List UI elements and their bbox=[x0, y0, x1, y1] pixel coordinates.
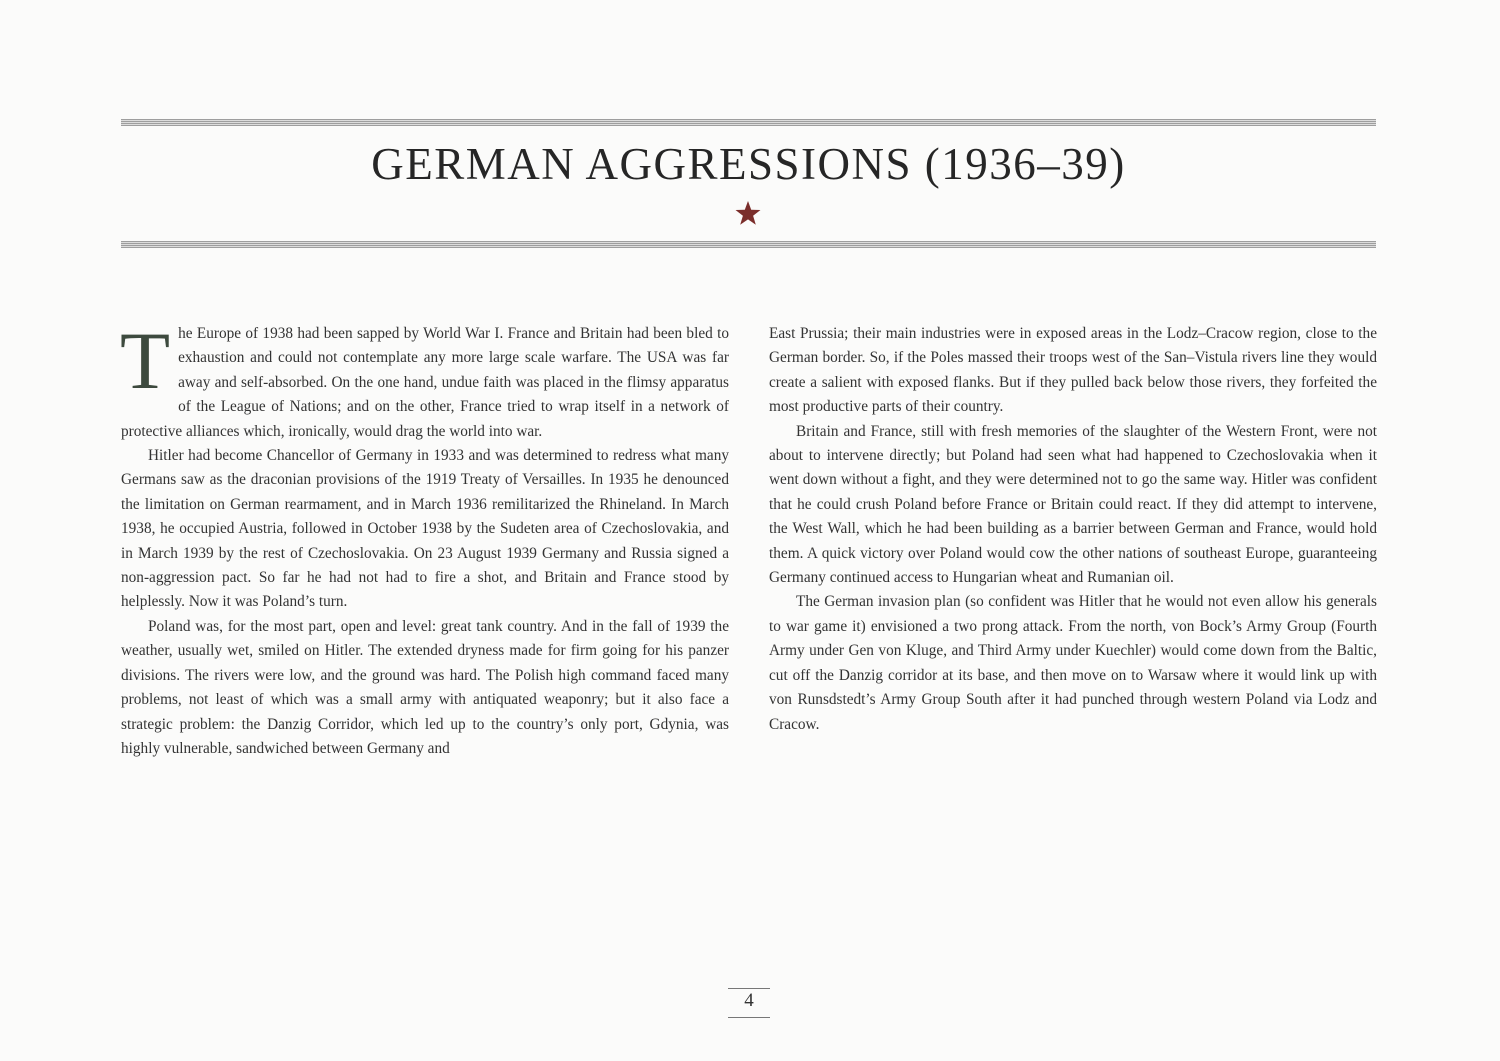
paragraph: East Prussia; their main industries were in exposed areas in the Lodz–Cracow region, close to the German border. So, if the Poles massed their troops west of the San–Vistula rivers line they would create a salient with exposed flanks. But if they pulled back below those rivers, they forfeited the most productive parts of their country. bbox=[769, 325, 1377, 416]
paragraph: Poland was, for the most part, open and level: great tank country. And in the fall of 1939 the weather, usually wet, smiled on Hitler. The extended dryness made for firm going for his panzer divisions. The rivers were low, and the ground was hard. The Polish high command faced many problems, not least of which was a small army with antiquated weaponry; but it also face a strategic problem: the Danzig Corridor, which led up to the country’s only port, Gdynia, was highly vulnerable, sandwiched between Germany and bbox=[121, 617, 729, 757]
drop-cap: T bbox=[120, 315, 171, 406]
page-number-rule-top bbox=[728, 988, 770, 989]
header-rule-top bbox=[121, 119, 1376, 126]
page-number-rule-bottom bbox=[728, 1017, 770, 1018]
page-title: GERMAN AGGRESSIONS (1936–39) bbox=[371, 139, 1126, 189]
paragraph: Hitler had become Chancellor of Germany in 1933 and was determined to redress what many Germans saw as the draconian provisions of the 1919 Treaty of Versailles. In 1935 he denounced the limitation on German rearmament, and in March 1936 remilitarized the Rhineland. In March 1938, he occupied Austria, followed in October 1938 by the Sudeten area of Czechoslovakia, and in March 1939 by the rest of Czechoslovakia. On 23 August 1939 Germany and Russia signed a non-aggression pact. So far he had not had to fire a shot, and Britain and France stood by helplessly. Now it was Poland’s turn. bbox=[121, 447, 729, 611]
page-number bbox=[728, 990, 770, 1012]
text-column-left bbox=[120, 315, 729, 761]
page-number-text: 4 bbox=[744, 990, 754, 1011]
paragraph: The German invasion plan (so confident was Hitler that he would not even allow his generals to war game it) envisioned a two prong attack. From the north, von Bock’s Army Group (Fourth Army under Gen von Kluge, and Third Army under Kuechler) would come down from the Baltic, cut off the Danzig corridor at its base, and then move on to Warsaw where it would link up with von Runsdstedt’s Army Group South after it had punched through western Poland via Lodz and Cracow. bbox=[769, 593, 1377, 733]
paragraph: Britain and France, still with fresh memories of the slaughter of the Western Front, were not about to intervene directly; but Poland had seen what had happened to Czechoslovakia when it went down without a fight, and they were determined not to go the same way. Hitler was confident that he could crush Poland before France or Britain could react. If they did attempt to intervene, the West Wall, which he had been building as a barrier between German and France, would hold them. A quick victory over Poland would cow the other nations of southeast Europe, guaranteeing Germany continued access to Hungarian wheat and Rumanian oil. bbox=[769, 422, 1377, 587]
text-column-right bbox=[769, 322, 1377, 737]
header-rule-bottom bbox=[121, 241, 1376, 248]
paragraph-text: he Europe of 1938 had been sapped by World War I. France and Britain had been bled to exhaustion and could not contemplate any more large scale warfare. The USA was far away and self-absorbed. On the one hand, undue faith was placed in the flimsy apparatus of the League of Nations; and on the other, France tried to wrap itself in a network of protective alliances which, ironically, would drag the world into war. bbox=[121, 325, 729, 440]
star-icon bbox=[733, 198, 763, 228]
paragraph bbox=[120, 315, 729, 444]
